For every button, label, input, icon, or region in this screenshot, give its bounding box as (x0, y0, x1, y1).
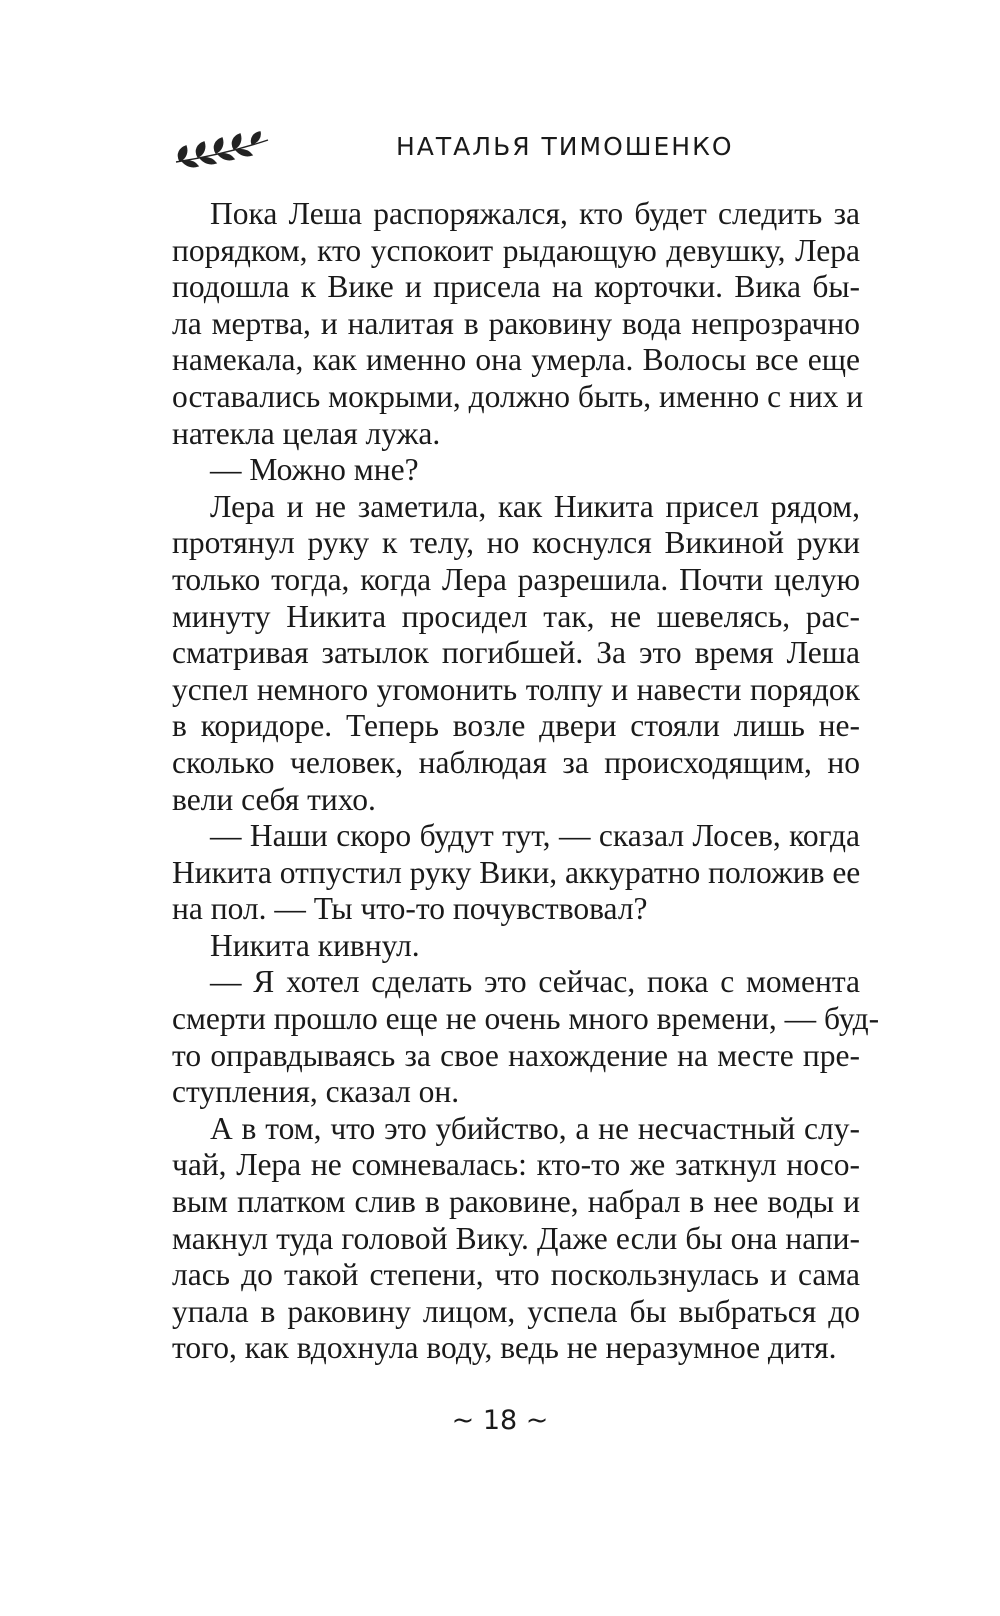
body-text (172, 196, 880, 1367)
text-line: на пол. — Ты что-то почувствовал? (172, 891, 648, 927)
text-line: смерти прошло еще не очень много времени, — буд- (172, 1001, 880, 1037)
text-line: вым платком слив в раковине, набрал в нее воды и (172, 1184, 860, 1220)
page-number: ~ 18 ~ (451, 1405, 549, 1436)
text-line: натекла целая лужа. (172, 415, 441, 451)
text-line: порядком, кто успокоит рыдающую девушку, Лера (172, 232, 860, 268)
text-line: ла мертва, и налитая в раковину вода непрозрачно (172, 305, 860, 341)
text-line: оставались мокрыми, должно быть, именно с них и (172, 378, 864, 414)
text-line: успел немного угомонить толпу и навести порядок (172, 671, 860, 707)
text-line: чай, Лера не сомневалась: кто-то же заткнул носо- (172, 1147, 860, 1183)
text-line: намекала, как именно она умерла. Волосы все еще (172, 342, 860, 378)
text-line: — Можно мне? (210, 452, 419, 488)
text-line: в коридоре. Теперь возле двери стояли лишь не- (172, 708, 860, 744)
text-line: протянул руку к телу, но коснулся Викиной руки (172, 525, 860, 561)
running-head (0, 128, 1000, 178)
text-line: вели себя тихо. (172, 781, 376, 817)
text-line: лась до такой степени, что поскользнулась и сама (172, 1257, 860, 1293)
text-line: минуту Никита просидел так, не шевелясь, рас- (172, 598, 860, 634)
running-head-author: НАТАЛЬЯ ТИМОШЕНКО (396, 132, 734, 161)
leaf-branch-ornament-icon (172, 128, 272, 170)
text-line: Пока Леша распоряжался, кто будет следить за (210, 196, 860, 231)
text-line: — Я хотел сделать это сейчас, пока с момента (210, 964, 860, 1000)
text-line: подошла к Вике и присела на корточки. Вика бы- (172, 269, 860, 305)
text-line: сматривая затылок погибшей. За это время Леша (172, 635, 860, 671)
text-line: Никита кивнул. (210, 927, 420, 963)
text-line: Никита отпустил руку Вики, аккуратно положив ее (172, 854, 861, 890)
text-line: А в том, что это убийство, а не несчастный слу- (210, 1110, 860, 1146)
text-line: сколько человек, наблюдая за происходящим, но (172, 744, 860, 780)
text-line: только тогда, когда Лера разрешила. Почти целую (172, 561, 860, 597)
text-line: — Наши скоро будут тут, — сказал Лосев, когда (210, 818, 860, 854)
text-line: того, как вдохнула воду, ведь не неразумное дитя. (172, 1330, 837, 1366)
text-line: макнул туда головой Вику. Даже если бы она напи- (172, 1220, 860, 1256)
text-line: то оправдываясь за свое нахождение на месте пре- (172, 1037, 860, 1073)
text-line: ступления, сказал он. (172, 1074, 460, 1110)
text-line: Лера и не заметила, как Никита присел рядом, (210, 488, 860, 524)
text-line: упала в раковину лицом, успела бы выбраться до (172, 1293, 860, 1329)
